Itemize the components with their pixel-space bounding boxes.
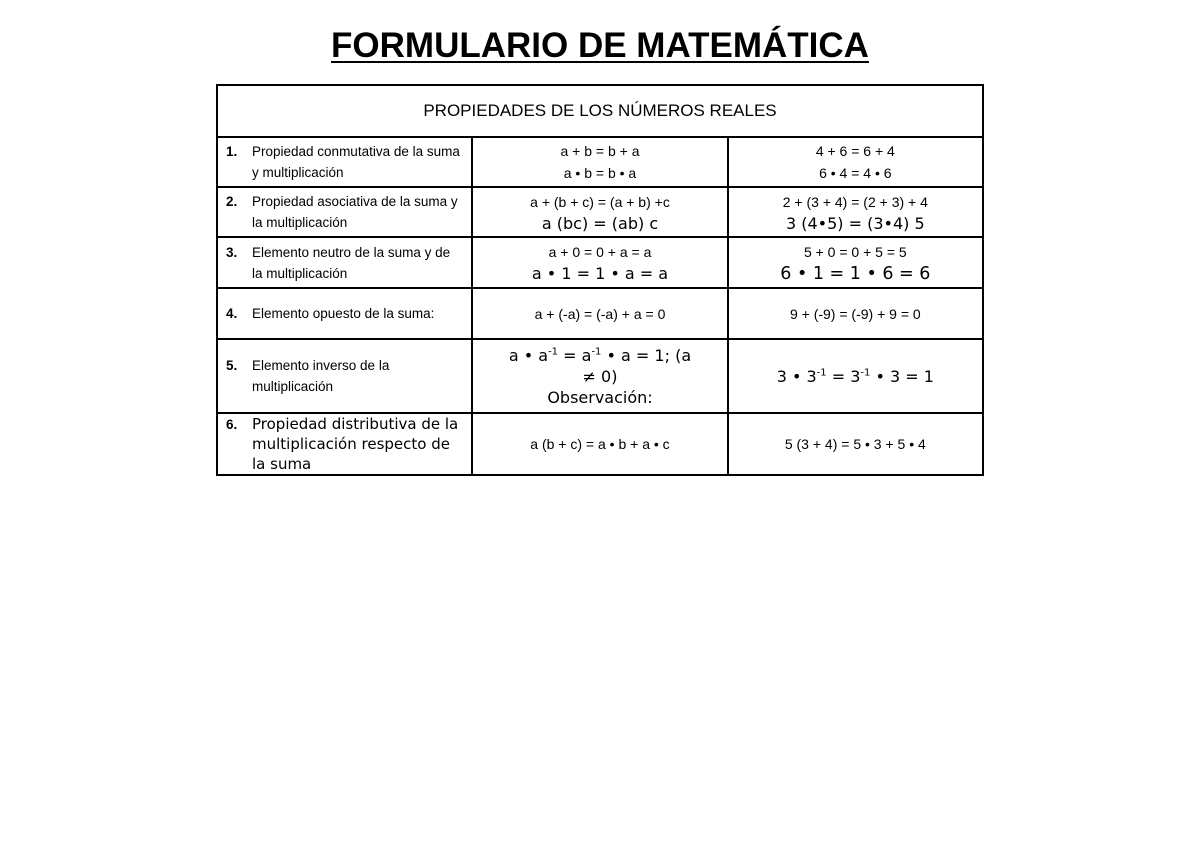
example-part: 3 • 3 bbox=[776, 366, 817, 386]
property-example-cell bbox=[728, 237, 983, 288]
exponent: -1 bbox=[591, 346, 602, 358]
property-formula-cell bbox=[472, 187, 727, 237]
example-line: 4 + 6 = 6 + 4 bbox=[815, 143, 895, 159]
table-row bbox=[217, 137, 983, 187]
property-name: Propiedad asociativa de la suma y la multiplicación bbox=[252, 194, 458, 230]
example-line: 6 • 1 = 1 • 6 = 6 bbox=[780, 263, 931, 284]
property-example-cell bbox=[728, 137, 983, 187]
formula-part: a • a bbox=[508, 345, 549, 365]
property-example-cell bbox=[728, 288, 983, 339]
row-number: 1. bbox=[226, 144, 238, 159]
example-line: 9 + (-9) = (-9) + 9 = 0 bbox=[789, 305, 921, 322]
formula-part: • a = 1; (a bbox=[601, 345, 692, 365]
formula-line: a • 1 = 1 • a = a bbox=[531, 264, 669, 283]
formula-line: a + (b + c) = (a + b) +c bbox=[530, 193, 670, 210]
table-row bbox=[217, 339, 983, 413]
formula-line: a (b + c) = a • b + a • c bbox=[530, 436, 670, 452]
property-name-cell bbox=[217, 137, 472, 187]
formula-part: = a bbox=[558, 345, 592, 365]
document-title: FORMULARIO DE MATEMÁTICA bbox=[331, 26, 869, 65]
table-row bbox=[217, 288, 983, 339]
property-name: Elemento opuesto de la suma: bbox=[252, 306, 435, 321]
formula-line: a + (-a) = (-a) + a = 0 bbox=[534, 305, 666, 322]
exponent: -1 bbox=[860, 367, 871, 379]
property-formula-cell bbox=[472, 339, 727, 413]
example-line: 3 (4•5) = (3•4) 5 bbox=[785, 213, 925, 233]
row-number: 3. bbox=[226, 244, 238, 260]
example-line bbox=[729, 366, 982, 387]
property-name-cell bbox=[217, 288, 472, 339]
formula-line: ≠ 0) bbox=[582, 366, 618, 386]
property-name-cell bbox=[217, 187, 472, 237]
property-formula-cell bbox=[472, 288, 727, 339]
property-name: Propiedad conmutativa de la suma y multiplicación bbox=[252, 144, 460, 180]
property-formula-cell bbox=[472, 413, 727, 475]
example-part: = 3 bbox=[826, 366, 861, 386]
exponent: -1 bbox=[548, 346, 559, 358]
property-name: Elemento inverso de la multiplicación bbox=[252, 358, 390, 394]
property-name-cell bbox=[217, 339, 472, 413]
observation-label: Observación: bbox=[547, 387, 653, 407]
formula-line: a + 0 = 0 + a = a bbox=[548, 244, 652, 260]
table-header: PROPIEDADES DE LOS NÚMEROS REALES bbox=[217, 85, 983, 137]
property-name-cell bbox=[217, 413, 472, 475]
property-name: Propiedad distributiva de la multiplicación respecto de la suma bbox=[252, 415, 459, 473]
property-formula-cell bbox=[472, 237, 727, 288]
table-row bbox=[217, 413, 983, 475]
property-example-cell bbox=[728, 413, 983, 475]
table-row bbox=[217, 237, 983, 288]
exponent: -1 bbox=[816, 367, 827, 379]
property-formula-cell bbox=[472, 137, 727, 187]
formula-line: a + b = b + a bbox=[560, 143, 640, 159]
property-name: Elemento neutro de la suma y de la multiplicación bbox=[252, 244, 451, 281]
row-number: 6. bbox=[226, 417, 238, 432]
table-row bbox=[217, 187, 983, 237]
row-number: 4. bbox=[226, 306, 238, 321]
formula-line: a • b = b • a bbox=[563, 165, 637, 181]
formula-line: a (bc) = (ab) c bbox=[541, 213, 659, 233]
example-line: 5 (3 + 4) = 5 • 3 + 5 • 4 bbox=[784, 436, 926, 452]
property-example-cell bbox=[728, 187, 983, 237]
example-line: 2 + (3 + 4) = (2 + 3) + 4 bbox=[782, 193, 928, 210]
property-name-cell bbox=[217, 237, 472, 288]
formula-line bbox=[473, 345, 726, 366]
property-example-cell bbox=[728, 339, 983, 413]
example-part: • 3 = 1 bbox=[870, 366, 934, 386]
example-line: 6 • 4 = 4 • 6 bbox=[819, 165, 892, 181]
row-number: 5. bbox=[226, 358, 238, 373]
example-line: 5 + 0 = 0 + 5 = 5 bbox=[803, 243, 907, 260]
properties-table bbox=[216, 84, 984, 476]
row-number: 2. bbox=[226, 194, 238, 209]
